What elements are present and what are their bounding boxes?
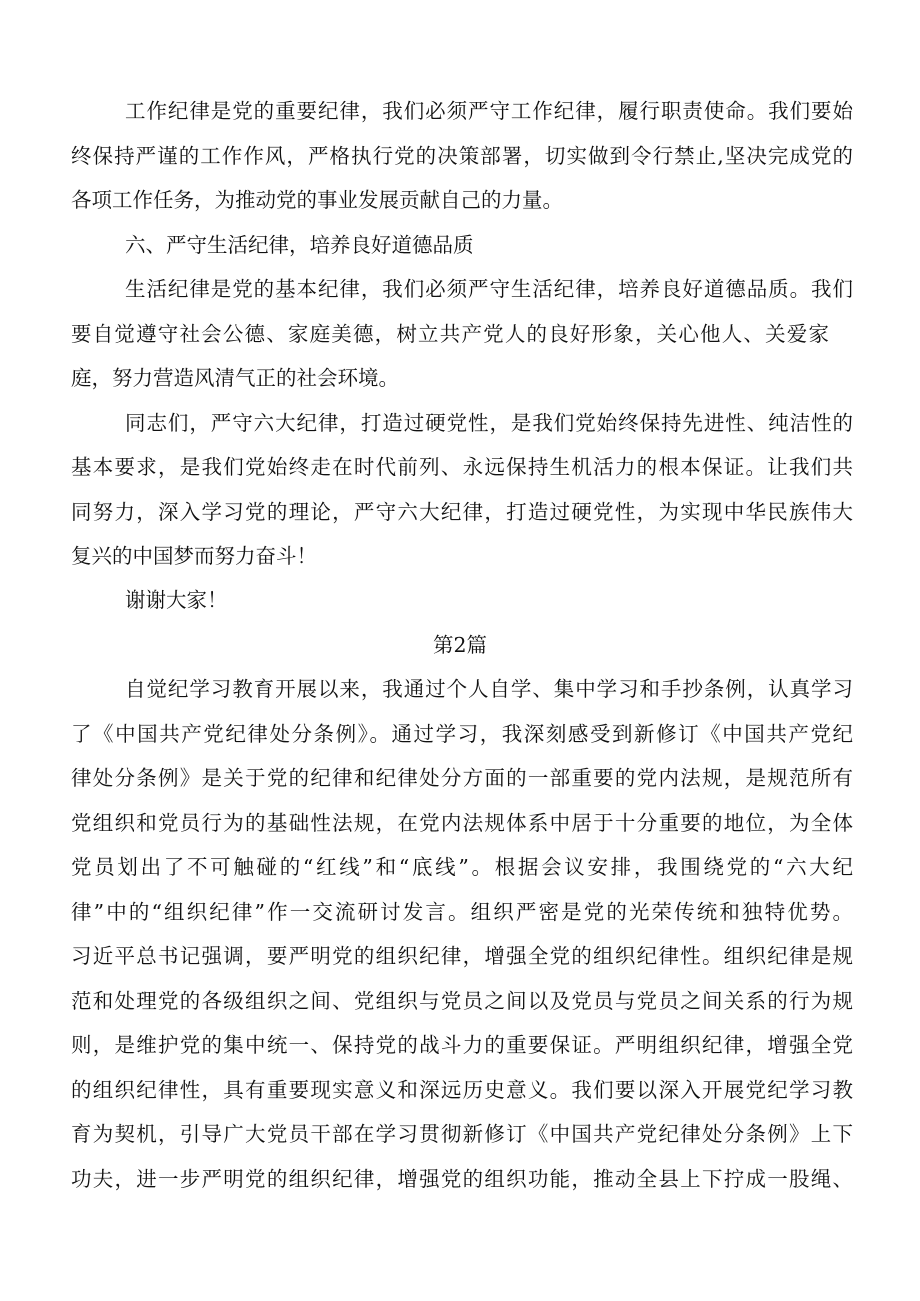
paragraph-line: 终保持严谨的工作作风，严格执行党的决策部署，切实做到令行禁止,坚决完成党的 xyxy=(71,144,853,168)
paragraph-line: 的组织纪律性，具有重要现实意义和深远历史意义。我们要以深入开展党纪学习教 xyxy=(71,1078,853,1102)
paragraph-line: 了《中国共产党纪律处分条例》。通过学习，我深刻感受到新修订《中国共产党纪 xyxy=(71,722,853,746)
paragraph-line: 范和处理党的各级组织之间、党组织与党员之间以及党员与党员之间关系的行为规 xyxy=(71,989,853,1013)
paragraph-line: 同努力，深入学习党的理论，严守六大纪律，打造过硬党性，为实现中华民族伟大 xyxy=(71,500,853,524)
paragraph-line: 习近平总书记强调，要严明党的组织纪律，增强全党的组织纪律性。组织纪律是规 xyxy=(71,944,853,968)
paragraph-line: 自觉纪学习教育开展以来，我通过个人自学、集中学习和手抄条例，认真学习 xyxy=(125,677,853,701)
paragraph-line: 律处分条例》是关于党的纪律和纪律处分方面的一部重要的党内法规，是规范所有 xyxy=(71,766,853,790)
paragraph-line: 党员划出了不可触碰的“红线”和“底线”。根据会议安排，我围绕党的“六大纪 xyxy=(71,855,853,879)
paragraph-line: 工作纪律是党的重要纪律，我们必须严守工作纪律，履行职责使命。我们要始 xyxy=(125,99,853,123)
paragraph-line: 则，是维护党的集中统一、保持党的战斗力的重要保证。严明组织纪律，增强全党 xyxy=(71,1033,853,1057)
paragraph-line: 同志们，严守六大纪律，打造过硬党性，是我们党始终保持先进性、纯洁性的 xyxy=(125,411,853,435)
section-heading: 六、严守生活纪律，培养良好道德品质 xyxy=(125,233,474,257)
paragraph-line: 律”中的“组织纪律”作一交流研讨发言。组织严密是党的光荣传统和独特优势。 xyxy=(71,900,853,924)
paragraph-line: 生活纪律是党的基本纪律，我们必须严守生活纪律，培养良好道德品质。我们 xyxy=(125,277,853,301)
section-title: 第2篇 xyxy=(432,633,488,657)
paragraph-line: 庭，努力营造风清气正的社会环境。 xyxy=(71,366,399,390)
paragraph-line: 复兴的中国梦而努力奋斗！ xyxy=(71,544,317,568)
paragraph-line: 功夫，进一步严明党的组织纪律，增强党的组织功能，推动全县上下拧成一股绳、 xyxy=(71,1167,853,1191)
paragraph-line: 党组织和党员行为的基础性法规，在党内法规体系中居于十分重要的地位，为全体 xyxy=(71,811,853,835)
paragraph-line: 基本要求，是我们党始终走在时代前列、永远保持生机活力的根本保证。让我们共 xyxy=(71,455,853,479)
paragraph-line: 各项工作任务，为推动党的事业发展贡献自己的力量。 xyxy=(71,188,563,212)
paragraph-line: 要自觉遵守社会公德、家庭美德，树立共产党人的良好形象，关心他人、关爱家 xyxy=(71,322,829,346)
closing-line: 谢谢大家！ xyxy=(125,588,228,612)
paragraph-line: 育为契机，引导广大党员干部在学习贯彻新修订《中国共产党纪律处分条例》上下 xyxy=(71,1122,853,1146)
